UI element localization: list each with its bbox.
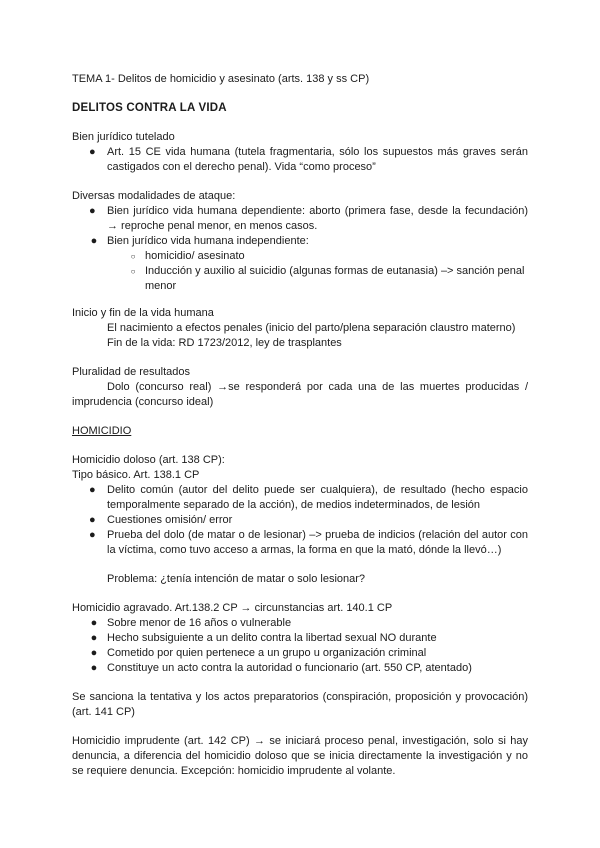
inicio-fin-line-2: Fin de la vida: RD 1723/2012, ley de trasplantes: [107, 337, 342, 349]
section-title-homicidio: HOMICIDIO: [72, 425, 132, 437]
list-item: [72, 631, 528, 646]
homicidio-agravado-heading: Homicidio agravado. Art.138.2 CP → circunstancias art. 140.1 CP: [72, 602, 393, 614]
sub-list-item: [72, 249, 528, 264]
bien-juridico-heading: Bien jurídico tutelado: [72, 131, 175, 143]
tipo-basico-heading: Tipo básico. Art. 138.1 CP: [72, 469, 200, 481]
list-item: [72, 234, 528, 249]
bullet-icon: ●: [89, 205, 96, 217]
list-item: [72, 145, 528, 175]
list-item: [72, 204, 528, 234]
sub-list-item-text: homicidio/ asesinato: [145, 250, 245, 262]
bullet-icon: ●: [89, 146, 96, 158]
bien-juridico-list: [72, 145, 528, 175]
list-item: [72, 646, 528, 661]
list-item: [72, 616, 528, 631]
bullet-icon: ●: [90, 617, 98, 629]
modalidades-heading: Diversas modalidades de ataque:: [72, 190, 236, 202]
list-item: [72, 513, 528, 528]
bullet-icon: ●: [90, 647, 98, 659]
bullet-icon: ●: [90, 632, 98, 644]
bullet-icon: ●: [90, 662, 98, 674]
tentativa-paragraph: Se sanciona la tentativa y los actos preparatorios (conspiración, proposición y provocación) (art. 141 CP): [72, 691, 528, 718]
modalidades-list: [72, 204, 528, 294]
list-item-text: Delito común (autor del delito puede ser cualquiera), de resultado (hecho espacio temporalmente separado de la acción), de medios indeterminados, de lesión: [107, 484, 528, 511]
pluralidad-heading: Pluralidad de resultados: [72, 366, 191, 378]
bullet-icon: ●: [89, 514, 96, 526]
pluralidad-text: Dolo (concurso real) →se responderá por cada una de las muertes producidas / imprudencia (concurso ideal): [72, 381, 528, 408]
sub-list-item: [72, 264, 528, 294]
list-item-text: Art. 15 CE vida humana (tutela fragmentaria, sólo los supuestos más graves serán castigados con el derecho penal). Vida “como proceso”: [107, 146, 528, 173]
problema-text: Problema: ¿tenía intención de matar o solo lesionar?: [107, 573, 366, 585]
list-item: [72, 528, 528, 558]
homicidio-agravado-list: [72, 616, 528, 676]
sub-list-item-text: Inducción y auxilio al suicidio (algunas formas de eutanasia) –> sanción penal menor: [145, 265, 525, 292]
list-item: [72, 483, 528, 513]
list-item-text: Cuestiones omisión/ error: [107, 514, 233, 526]
bullet-icon: ●: [89, 484, 96, 496]
bullet-icon: ●: [89, 529, 96, 541]
list-item: [72, 661, 528, 676]
list-item-text: Prueba del dolo (de matar o de lesionar) –> prueba de indicios (relación del autor con la víctima, como tuvo acceso a armas, la forma en que la mató, dónde la llevó…): [107, 529, 528, 556]
homicidio-doloso-heading: Homicidio doloso (art. 138 CP):: [72, 454, 225, 466]
imprudente-paragraph: Homicidio imprudente (art. 142 CP) → se iniciará proceso penal, investigación, solo si hay denuncia, a diferencia del homicidio doloso que se inicia directamente la investigación y no se requiere denuncia. Excepción: homicidio imprudente al volante.: [72, 735, 528, 777]
inicio-fin-heading: Inicio y fin de la vida humana: [72, 307, 214, 319]
list-item-text: Cometido por quien pertenece a un grupo u organización criminal: [107, 647, 427, 659]
circle-bullet-icon: ○: [130, 252, 136, 261]
list-item-text: Bien jurídico vida humana independiente:: [107, 235, 309, 247]
homicidio-doloso-list: [72, 483, 528, 558]
inicio-fin-line-1: El nacimiento a efectos penales (inicio del parto/plena separación claustro materno): [107, 322, 516, 334]
list-item-text: Hecho subsiguiente a un delito contra la libertad sexual NO durante: [107, 632, 437, 644]
bullet-icon: ●: [90, 235, 98, 247]
document-header: TEMA 1- Delitos de homicidio y asesinato (arts. 138 y ss CP): [72, 73, 370, 85]
list-item-text: Bien jurídico vida humana dependiente: aborto (primera fase, desde la fecundación) → reproche penal menor, en menos casos.: [107, 205, 528, 232]
circle-bullet-icon: ○: [130, 267, 136, 276]
list-item-text: Constituye un acto contra la autoridad o funcionario (art. 550 CP, atentado): [107, 662, 472, 674]
list-item-text: Sobre menor de 16 años o vulnerable: [107, 617, 292, 629]
section-title-delitos-vida: DELITOS CONTRA LA VIDA: [72, 102, 227, 114]
